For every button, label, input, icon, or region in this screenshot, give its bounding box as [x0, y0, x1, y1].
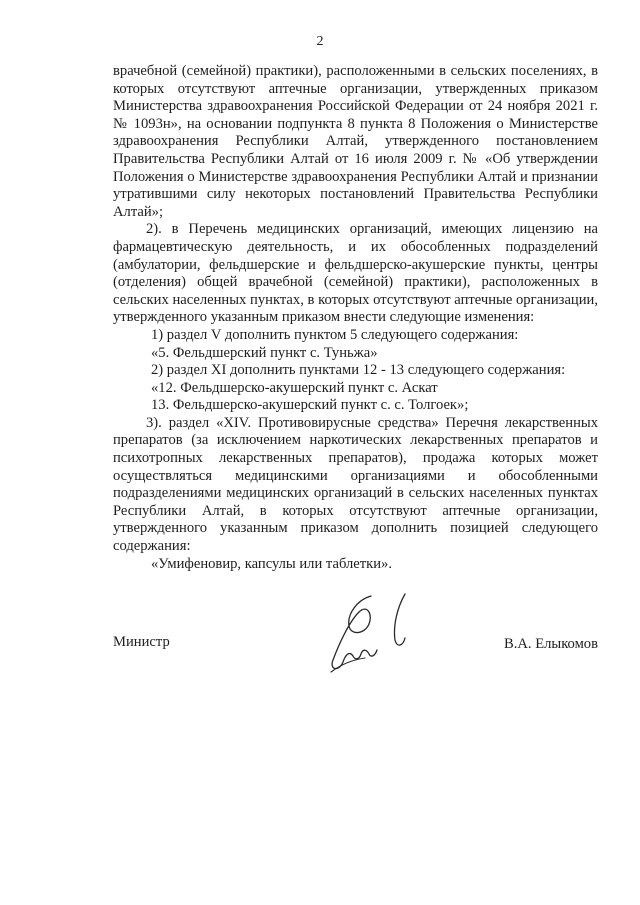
subitem-1-text: «5. Фельдшерский пункт с. Туньжа»	[151, 344, 378, 361]
paragraph-item-2: 2). в Перечень медицинских организаций, имеющих лицензию на фармацевтическую деятельность, и их обособленных подразделений (амбулатории, фельдшерские и фельдшерско-акушерские пункты, центры (отделения) общей врачебной (семейной) практики), расположенных в сельских населенных пунктах, в которых отсутствуют аптечные организации, утвержденного указанным приказом внести следующие изменения:	[113, 221, 598, 326]
paragraph-item-3-text: «Умифеновир, капсулы или таблетки».	[151, 555, 392, 572]
document-body	[113, 63, 598, 573]
signature-block	[113, 590, 598, 680]
signer-name: В.А. Елыкомов	[503, 636, 598, 652]
signer-title: Министр	[113, 634, 170, 650]
page-number: 2	[316, 34, 324, 49]
handwritten-signature	[309, 590, 449, 678]
paragraph-item-3: 3). раздел «XIV. Противовирусные средства» Перечня лекарственных препаратов (за исключением наркотических лекарственных препаратов и психотропных лекарственных препаратов), продажа которых может осуществляться медицинскими организациями и обособленными подразделениями медицинских организаций в сельских населенных пунктах Республики Алтай, в которых отсутствуют аптечные организации, утвержденного указанным приказом дополнить позицией следующего содержания:	[113, 414, 598, 555]
paragraph-continuation: врачебной (семейной) практики), расположенными в сельских поселениях, в которых отсутствуют аптечные организации, утвержденных приказом Министерства здравоохранения Российской Федерации от 24 ноября 2021 г. № 1093н», на основании подпункта 8 пункта 8 Положения о Министерстве здравоохранения Республики Алтай, утвержденного постановлением Правительства Республики Алтай от 16 июля 2009 г. № «Об утверждении Положения о Министерстве здравоохранения Республики Алтай и признании утратившими силу некоторых постановлений Правительства Республики Алтай»;	[113, 63, 598, 220]
subitem-2-text-a: «12. Фельдшерско-акушерский пункт с. Аскат	[151, 379, 438, 396]
subitem-2-text-b: 13. Фельдшерско-акушерский пункт с. с. Толгоек»;	[151, 397, 469, 414]
subitem-1: 1) раздел V дополнить пунктом 5 следующего содержания:	[151, 326, 519, 343]
subitem-2: 2) раздел XI дополнить пунктами 12 - 13 следующего содержания:	[151, 362, 566, 379]
